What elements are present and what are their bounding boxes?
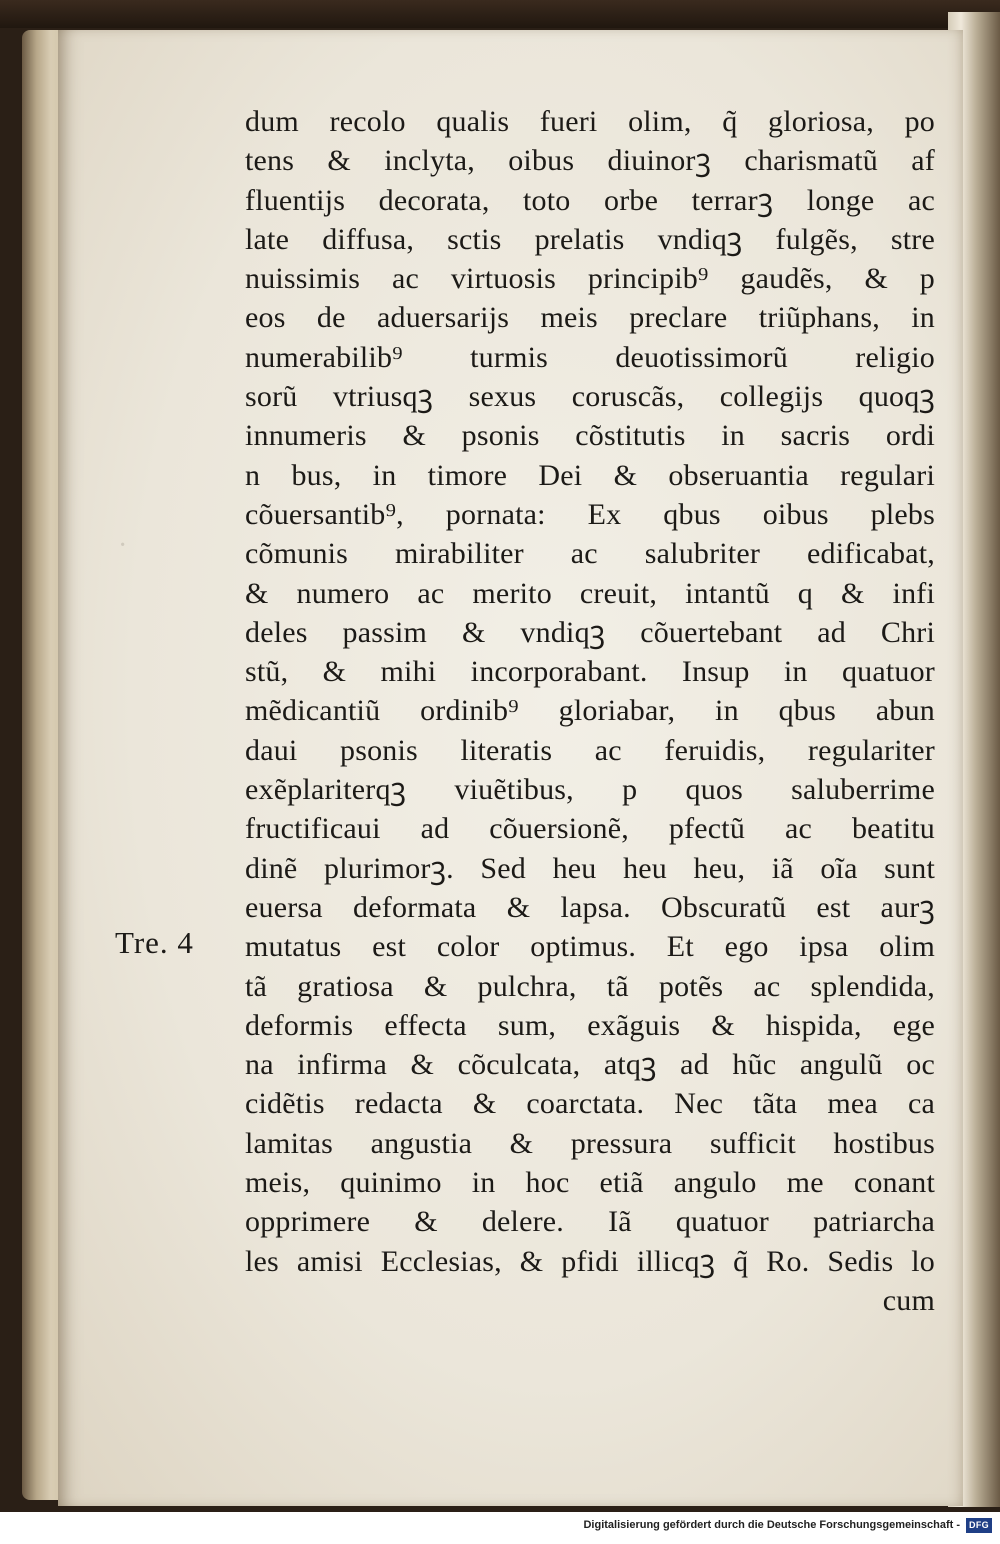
text-line: eos de aduersarijs meis preclare triũphans, in <box>245 301 935 335</box>
text-line: cõmunis mirabiliter ac salubriter edificabat, <box>245 537 935 571</box>
text-line: daui psonis literatis ac feruidis, regulariter <box>245 733 935 767</box>
text-line: stũ, & mihi incorporabant. Insup in quatuor <box>245 655 935 689</box>
text-line: tens & inclyta, oibus diuinorꝫ charismatũ af <box>245 144 935 178</box>
text-line: cidẽtis redacta & coarctata. Nec tãta mea ca <box>245 1087 935 1121</box>
text-line: fructificaui ad cõuersionẽ, pfectũ ac beatitu <box>245 812 935 846</box>
text-line: exẽplariterqꝫ viuẽtibus, p quos saluberrime <box>245 773 935 807</box>
book-top-edge <box>0 0 1000 28</box>
text-line: deformis effecta sum, exãguis & hispida, ege <box>245 1008 935 1042</box>
show-through-mark: · <box>118 530 128 561</box>
funding-credit: Digitalisierung gefördert durch die Deutsche Forschungsgemeinschaft - <box>583 1519 960 1531</box>
text-line: & numero ac merito creuit, intantũ q & infi <box>245 576 935 610</box>
text-line: les amisi Ecclesias, & pfidi illicqꝫ q̃ Ro. Sedis lo <box>245 1244 935 1278</box>
footer-bar <box>0 1512 1000 1544</box>
text-line: n bus, in timore Dei & obseruantia regulari <box>245 458 935 492</box>
text-line: euersa deformata & lapsa. Obscuratũ est aurꝫ <box>245 890 935 924</box>
text-line: nuissimis ac virtuosis principib⁹ gaudẽs, & p <box>245 262 935 296</box>
text-line: sorũ vtriusqꝫ sexus coruscãs, collegijs quoqꝫ <box>245 380 935 414</box>
text-line: tã gratiosa & pulchra, tã potẽs ac splendida, <box>245 969 935 1003</box>
text-line: cõuersantib⁹, pornata: Ex qbus oibus plebs <box>245 497 935 531</box>
text-line: mutatus est color optimus. Et ego ipsa olim <box>245 930 935 964</box>
text-line: lamitas angustia & pressura sufficit hostibus <box>245 1126 935 1160</box>
text-line: meis, quinimo in hoc etiã angulo me conant <box>245 1166 935 1200</box>
text-line: late diffusa, sctis prelatis vndiqꝫ fulgẽs, stre <box>245 222 935 256</box>
text-line: opprimere & delere. Iã quatuor patriarcha <box>245 1205 935 1239</box>
text-block <box>245 102 935 1320</box>
text-line: innumeris & psonis cõstitutis in sacris ordi <box>245 419 935 453</box>
dfg-logo: DFG <box>966 1518 992 1533</box>
text-line: na infirma & cõculcata, atqꝫ ad hũc angulũ oc <box>245 1048 935 1082</box>
text-line: numerabilib⁹ turmis deuotissimorũ religio <box>245 340 935 374</box>
catchword: cum <box>882 1283 935 1317</box>
text-line: deles passim & vndiqꝫ cõuertebant ad Chri <box>245 615 935 649</box>
margin-note: Tre. 4 <box>115 925 194 960</box>
text-line: dum recolo qualis fueri olim, q̃ gloriosa, po <box>245 105 935 138</box>
text-line: mẽdicantiũ ordinib⁹ gloriabar, in qbus abun <box>245 694 935 728</box>
text-line: dinẽ plurimorꝫ. Sed heu heu heu, iã oĩa sunt <box>245 851 935 885</box>
text-line: fluentijs decorata, toto orbe terrarꝫ longe ac <box>245 183 935 217</box>
